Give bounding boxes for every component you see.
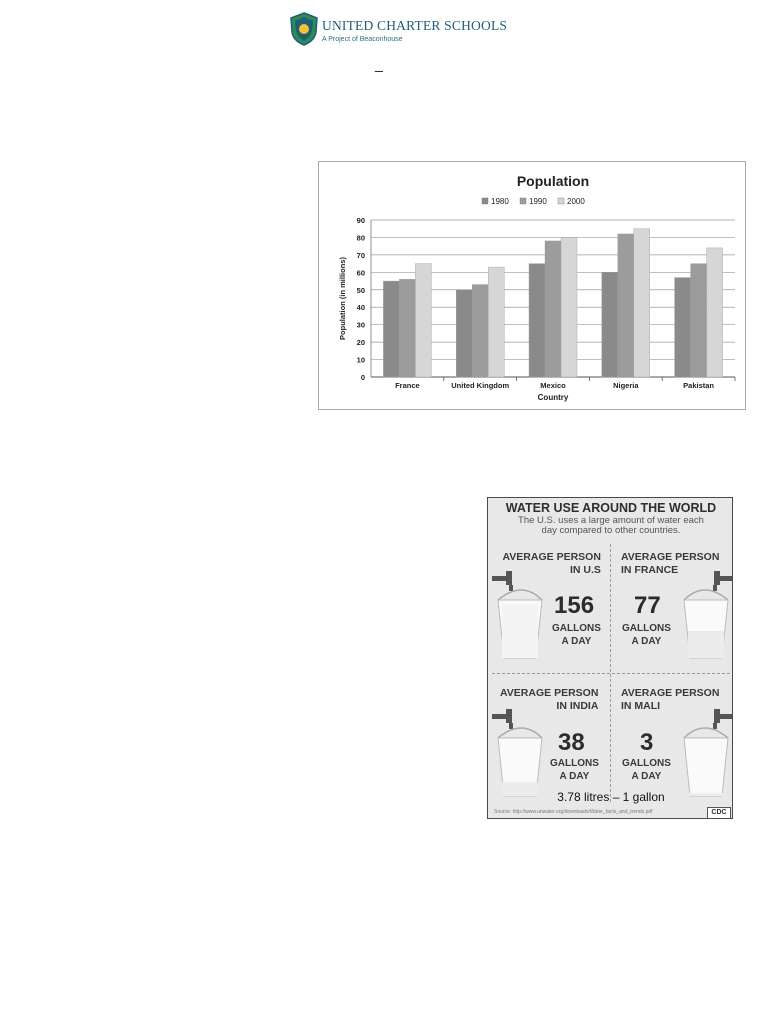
bucket-icon xyxy=(492,708,544,800)
chart-title: Population xyxy=(516,173,590,189)
bar xyxy=(472,285,488,377)
bucket-icon xyxy=(682,708,733,800)
panel-mali-unit: GALLONS A DAY xyxy=(622,758,671,782)
panel-mali-label: AVERAGE PERSON IN MALI xyxy=(621,687,720,712)
school-tagline: A Project of Beaconhouse xyxy=(322,36,403,43)
legend-label: 1990 xyxy=(529,197,547,206)
faucet-icon xyxy=(713,571,733,591)
panel-us-label: AVERAGE PERSON IN U.S xyxy=(502,551,601,576)
panel-india-label: AVERAGE PERSON IN INDIA xyxy=(500,687,599,712)
y-tick-label: 0 xyxy=(360,373,365,382)
y-tick-label: 40 xyxy=(356,303,365,313)
blank-line: _ xyxy=(375,56,383,72)
bar xyxy=(675,278,691,377)
y-tick-label: 10 xyxy=(356,355,365,365)
population-chart xyxy=(318,161,746,410)
bar xyxy=(415,264,431,377)
bar xyxy=(691,264,707,377)
panel-france-unit: GALLONS A DAY xyxy=(622,623,671,647)
bar xyxy=(634,229,650,377)
legend-label: 1980 xyxy=(491,197,509,206)
y-tick-label: 50 xyxy=(356,285,365,295)
x-tick-label: France xyxy=(395,381,420,390)
legend-label: 2000 xyxy=(567,197,585,206)
faucet-icon xyxy=(492,571,513,591)
population-chart-svg xyxy=(319,162,747,411)
x-tick-label: Nigeria xyxy=(613,381,639,390)
faucet-icon xyxy=(492,709,513,729)
y-tick-label: 80 xyxy=(356,233,365,243)
panel-mali-value: 3 xyxy=(640,729,654,756)
bar xyxy=(618,234,634,377)
bucket-icon xyxy=(492,570,544,662)
school-name: UNITED CHARTER SCHOOLS xyxy=(322,18,508,33)
legend-swatch xyxy=(482,198,488,204)
panel-india-value: 38 xyxy=(558,729,585,756)
bar xyxy=(399,279,415,377)
bar xyxy=(529,264,545,377)
panel-france-value: 77 xyxy=(634,592,661,619)
panel-us-unit: GALLONS A DAY xyxy=(552,623,601,647)
cdc-badge: CDC xyxy=(707,807,731,819)
y-tick-label: 20 xyxy=(356,338,365,348)
y-tick-label: 70 xyxy=(356,250,365,260)
divider-horizontal xyxy=(492,673,730,674)
bucket-fill xyxy=(502,604,538,658)
water-use-infographic xyxy=(487,497,733,819)
panel-france-label: AVERAGE PERSON IN FRANCE xyxy=(621,551,720,576)
y-tick-label: 60 xyxy=(356,268,365,278)
shield-logo-icon xyxy=(290,12,318,46)
panel-india-unit: GALLONS A DAY xyxy=(550,758,599,782)
faucet-icon xyxy=(713,709,733,729)
bar xyxy=(602,272,618,377)
bar xyxy=(545,241,561,377)
x-tick-label: United Kingdom xyxy=(451,381,510,390)
bar xyxy=(561,237,577,377)
y-tick-label: 30 xyxy=(356,320,365,330)
bar xyxy=(707,248,723,377)
legend-swatch xyxy=(520,198,526,204)
y-tick-label: 90 xyxy=(356,216,365,225)
bucket-icon xyxy=(682,570,733,662)
bar xyxy=(488,267,504,377)
legend-swatch xyxy=(558,198,564,204)
x-tick-label: Mexico xyxy=(540,381,566,390)
bar xyxy=(383,281,399,377)
school-header xyxy=(290,12,508,48)
source-citation: Source: http://www.unwater.org/downloads/Water_facts_and_trends.pdf xyxy=(494,809,653,815)
unit-conversion-note: 3.78 litres – 1 gallon xyxy=(557,790,665,804)
bucket-fill xyxy=(688,631,724,658)
x-axis-label: Country xyxy=(537,393,569,402)
x-tick-label: Pakistan xyxy=(683,381,715,390)
y-axis-label: Population (in millions) xyxy=(338,257,347,340)
infographic-subtitle: The U.S. uses a large amount of water each day compared to other countries. xyxy=(518,515,704,536)
bar xyxy=(456,290,472,377)
panel-us-value: 156 xyxy=(554,592,595,619)
infographic-title: WATER USE AROUND THE WORLD xyxy=(505,501,717,515)
